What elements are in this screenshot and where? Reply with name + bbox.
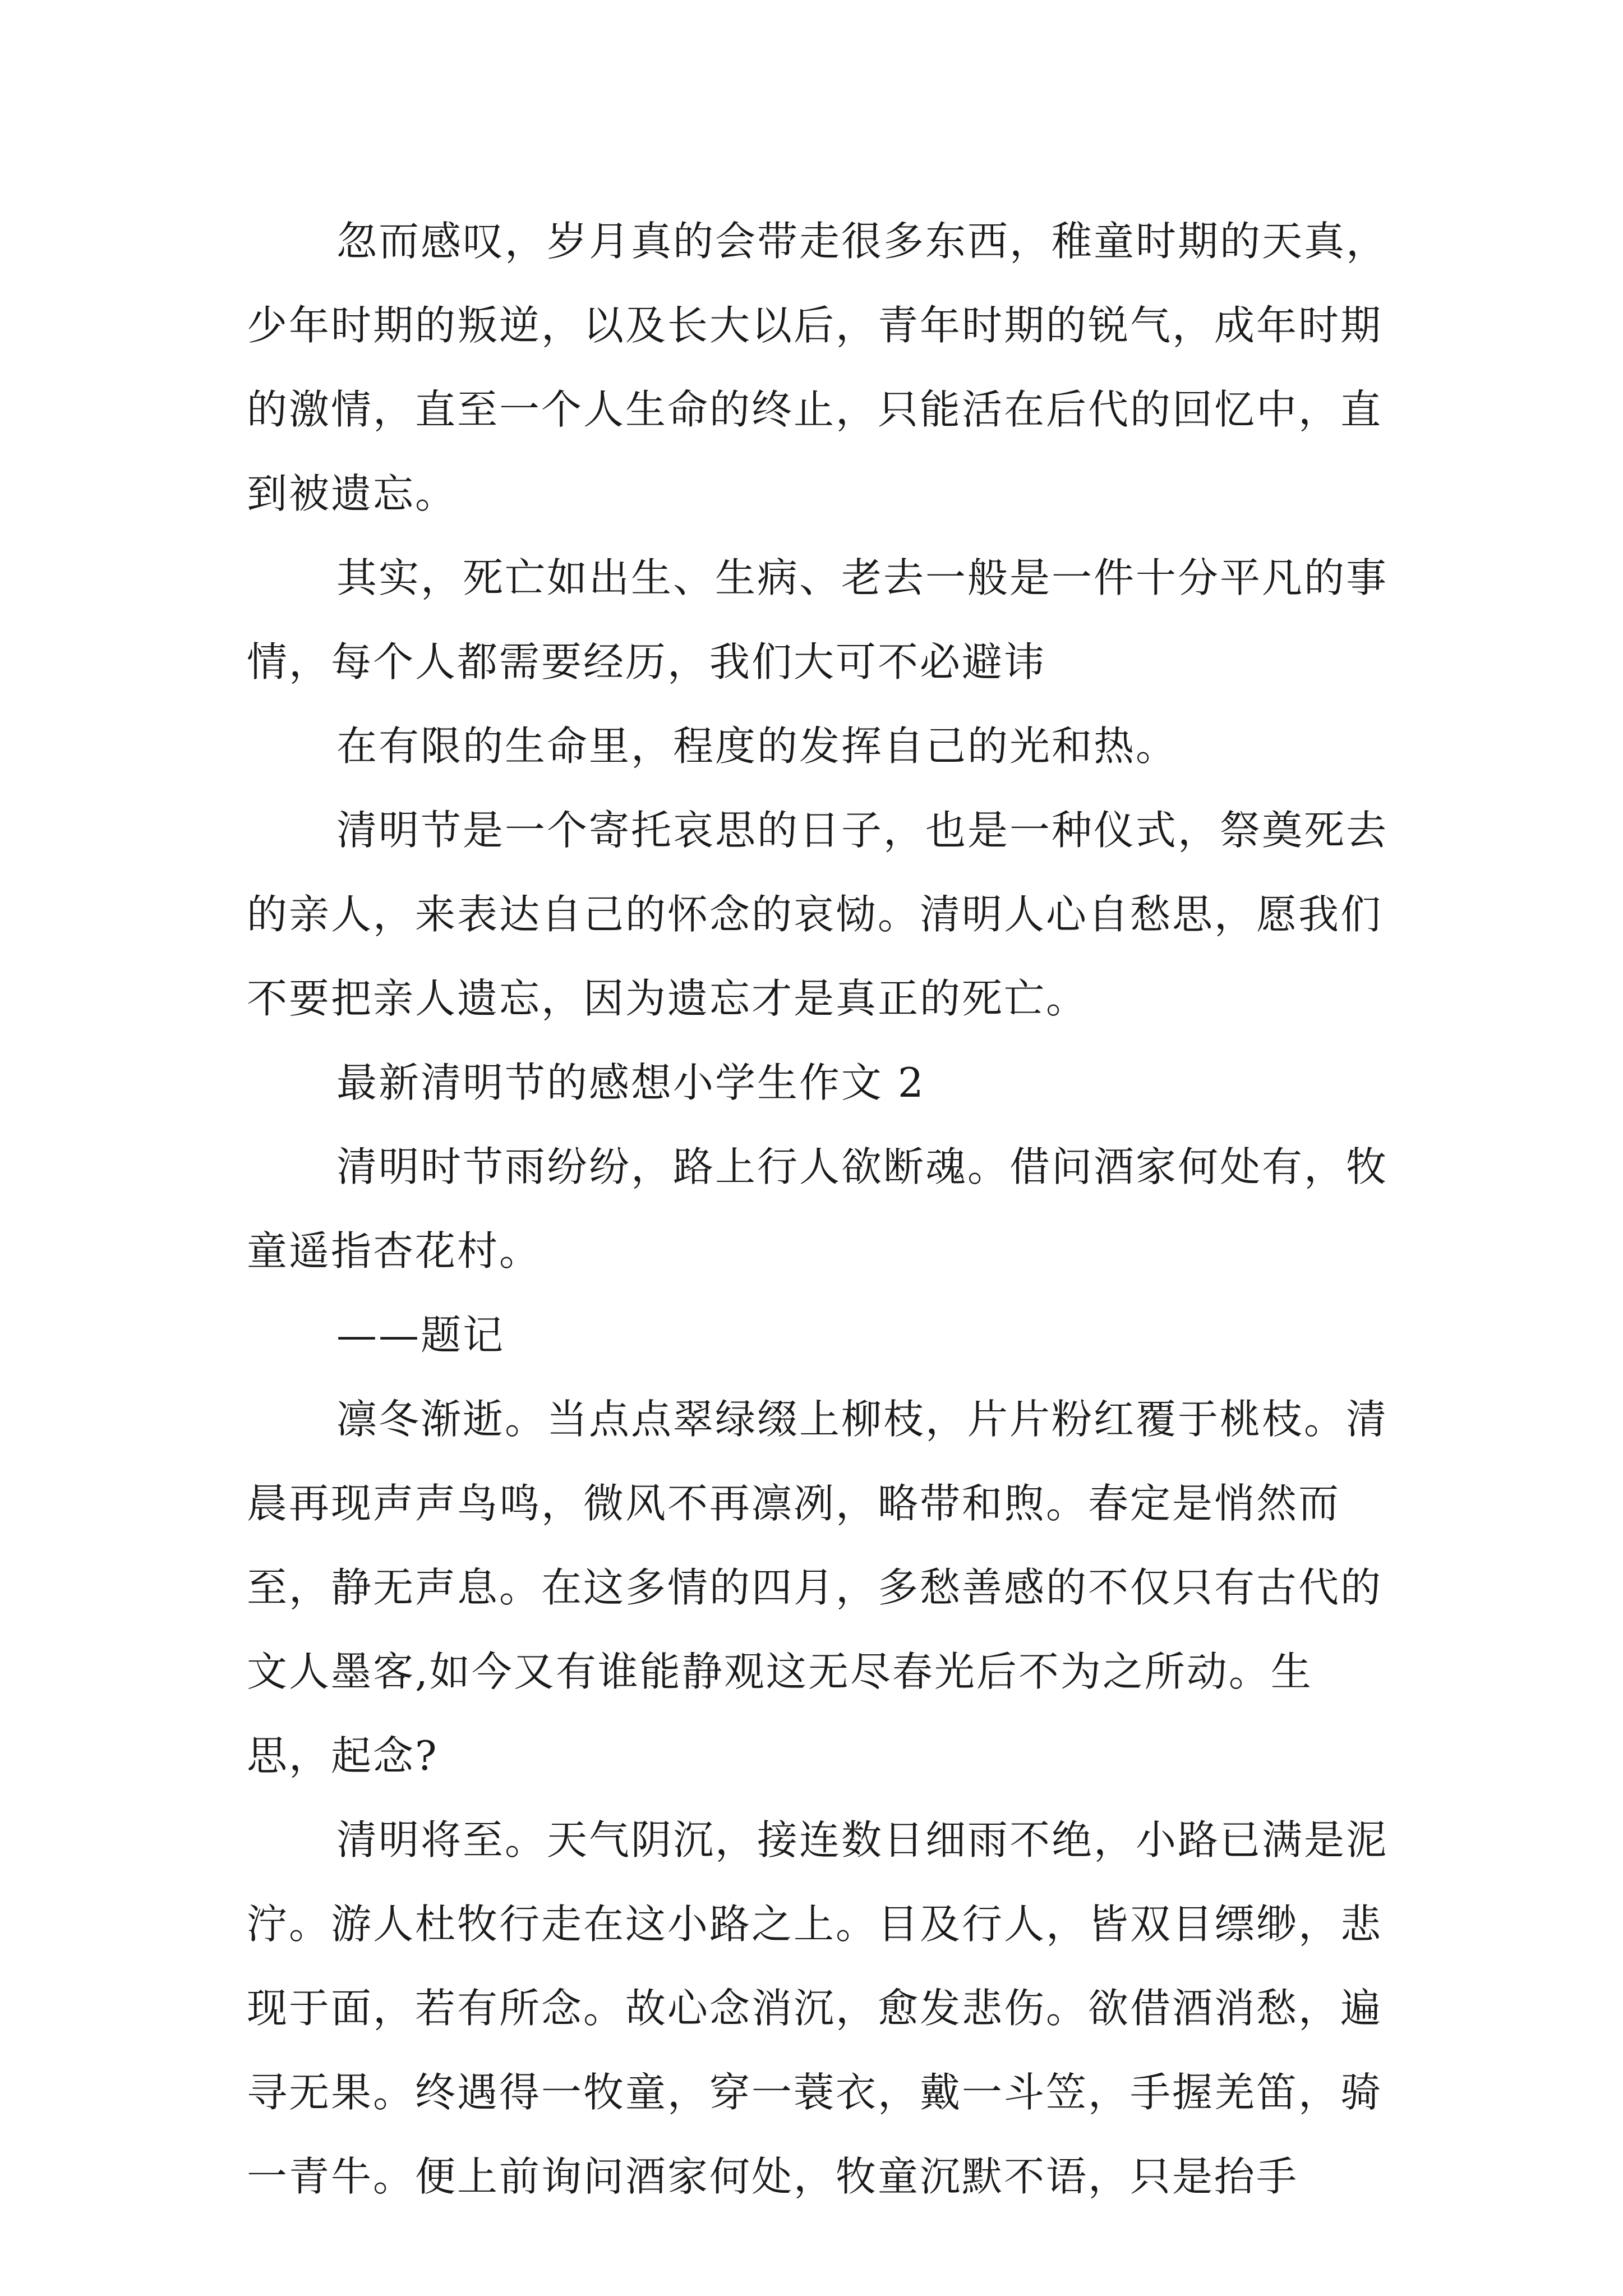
paragraph: 清明将至。天气阴沉，接连数日细雨不绝，小路已满是泥泞。游人杜牧行走在这小路之上。目及行人，皆双目缥缈，悲现于面，若有所念。故心念消沉，愈发悲伤。欲借酒消愁，遍寻无果。终遇得一牧童，穿一蓑衣，戴一斗笠，手握羌笛，骑一青牛。便上前询问酒家何处，牧童沉默不语，只是抬手 xyxy=(247,1816,1389,2200)
paragraph: 清明时节雨纷纷，路上行人欲断魂。借问酒家何处有，牧童遥指杏花村。 xyxy=(247,1143,1389,1274)
document-body xyxy=(247,199,1391,2219)
paragraph: 在有限的生命里，程度的发挥自己的光和热。 xyxy=(336,723,1178,770)
paragraph: 凛冬渐逝。当点点翠绿缀上柳枝，片片粉红覆于桃枝。清晨再现声声鸟鸣，微风不再凛冽，略带和煦。春定是悄然而至，静无声息。在这多情的四月，多愁善感的不仅只有古代的文人墨客,如今又有谁能静观这无尽春光后不为之所动。生思，起念? xyxy=(247,1396,1389,1779)
paragraph: ——题记 xyxy=(336,1312,505,1359)
paragraph: 其实，死亡如出生、生病、老去一般是一件十分平凡的事情，每个人都需要经历，我们大可不必避讳 xyxy=(247,554,1389,685)
paragraph: 忽而感叹，岁月真的会带走很多东西，稚童时期的天真，少年时期的叛逆，以及长大以后，青年时期的锐气，成年时期的激情，直至一个人生命的终止，只能活在后代的回忆中，直到被遗忘。 xyxy=(247,218,1389,517)
paragraph: 清明节是一个寄托哀思的日子，也是一种仪式，祭奠死去的亲人，来表达自己的怀念的哀恸。清明人心自愁思，愿我们不要把亲人遗忘，因为遗忘才是真正的死亡。 xyxy=(247,807,1389,1022)
section-heading: 最新清明节的感想小学生作文 2 xyxy=(336,1059,925,1106)
